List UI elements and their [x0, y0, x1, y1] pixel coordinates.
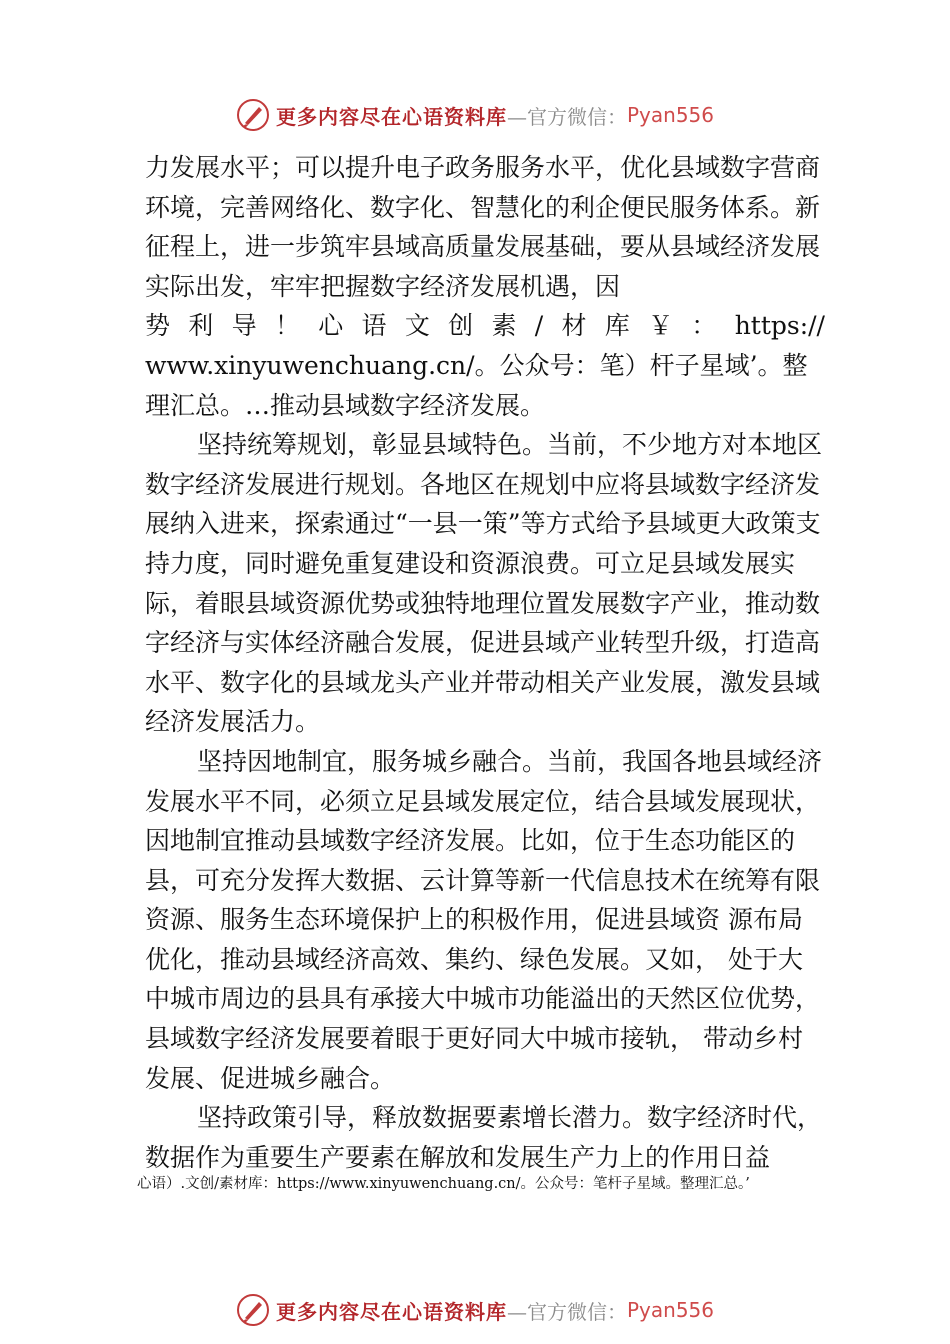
paragraph-1c: www.xinyuwenchuang.cn/。公众号：笔）杆子星域’。整理汇总。…推动县域数字经济发展。	[145, 350, 808, 420]
footer-banner-title: 更多内容尽在心语资料库	[275, 1299, 507, 1324]
brush-logo-icon	[236, 98, 270, 132]
footer-banner-wechat-id: Pyan556	[626, 1298, 714, 1322]
header-banner-wechat-id: Pyan556	[626, 103, 714, 127]
paragraph-2: 坚持统筹规划，彰显县域特色。当前，不少地方对本地区数字经济发展进行规划。各地区在规划中应将县域数字经济发展纳入进来，探索通过“一县一策”等方式给予县域更大政策支持力度，同时避免重复建设和资源浪费。可立足县域发展实际，着眼县域资源优势或独特地理位置发展数字产业，推动数字经济与实体经济融合发展，促进县域产业转型升级，打造高水平、数字化的县域龙头产业并带动相关产业发展，激发县域经济发展活力。	[145, 430, 823, 737]
document-body	[145, 148, 825, 1177]
paragraph-1b: 势利导！心语文创素/材库￥：https://	[145, 311, 825, 341]
header-banner-title: 更多内容尽在心语资料库	[275, 104, 507, 129]
paragraph-4: 坚持政策引导，释放数据要素增长潜力。数字经济时代，数据作为重要生产要素在解放和发展生产力上的作用日益	[145, 1103, 823, 1172]
header-banner-wechat-label: —官方微信：	[506, 104, 627, 129]
footer-banner-wechat-label: —官方微信：	[506, 1299, 627, 1324]
footer-banner	[0, 1290, 950, 1330]
brush-logo-icon	[236, 1293, 270, 1327]
header-banner	[0, 95, 950, 135]
footnote: 心语）.文创/素材库：https://www.xinyuwenchuang.cn/。公众号：笔杆子星域。整理汇总。’	[137, 1176, 750, 1192]
paragraph-3: 坚持因地制宜，服务城乡融合。当前，我国各地县域经济发展水平不同，必须立足县域发展定位，结合县域发展现状，因地制宜推动县域数字经济发展。比如，位于生态功能区的县，可充分发挥大数据、云计算等新一代信息技术在统筹有限资源、服务生态环境保护上的积极作用，促进县域资 源布局优化，推动县域经济高效、集约、绿色发展。又如， 处于大中城市周边的县具有承接大中城市功能溢出的天然区位优势，县域数字经济发展要着眼于更好同大中城市接轨， 带动乡村发展、促进城乡融合。	[145, 746, 823, 1093]
paragraph-1a: 力发展水平；可以提升电子政务服务水平，优化县域数字营商环境，完善网络化、数字化、智慧化的利企便民服务体系。新征程上，进一步筑牢县域高质量发展基础，要从县域经济发展实际出发，牢牢把握数字经济发展机遇，因	[145, 153, 821, 301]
